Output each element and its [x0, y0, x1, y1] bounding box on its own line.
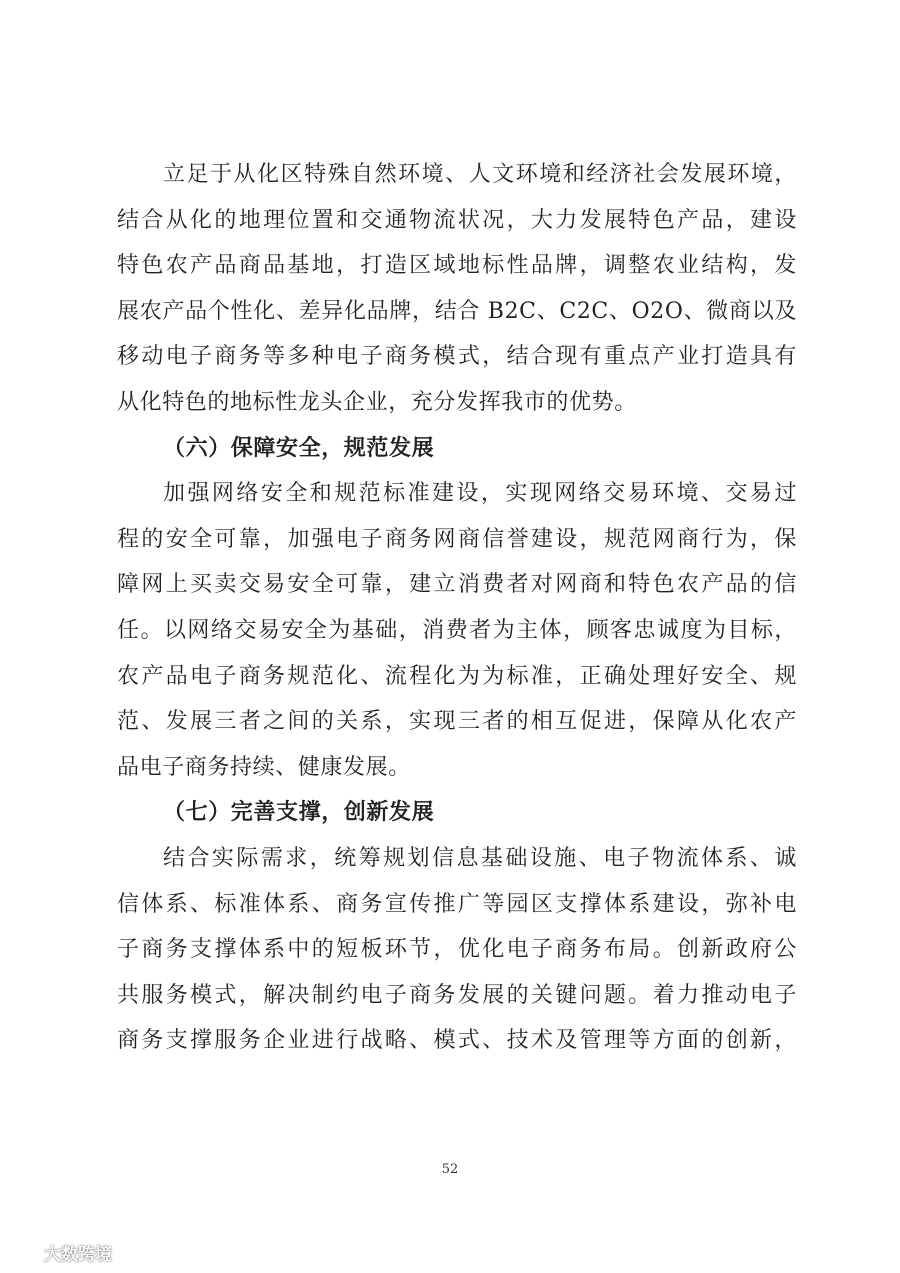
paragraph-2 [117, 471, 797, 790]
paragraph-line: 范、发展三者之间的关系，实现三者的相互促进，保障从化农产 [117, 709, 797, 735]
paragraph-line: 展农产品个性化、差异化品牌，结合 B2C、C2C、O2O、微商以及 [117, 298, 797, 324]
paragraph-line: 立足于从化区特殊自然环境、人文环境和经济社会发展环境， [163, 162, 797, 187]
watermark [10, 1240, 112, 1264]
paragraph-line: 特色农产品商品基地，打造区域地标性品牌，调整农业结构，发 [117, 253, 797, 279]
paragraph-line: 障网上买卖交易安全可靠，建立消费者对网商和特色农产品的信 [117, 572, 797, 598]
paragraph-line: 结合从化的地理位置和交通物流状况，大力发展特色产品，建设 [117, 207, 797, 233]
paragraph-line: 任。以网络交易安全为基础，消费者为主体，顾客忠诚度为目标， [117, 617, 797, 643]
document-body [117, 152, 797, 1064]
section-heading-7: （七）完善支撑，创新发展 [163, 799, 435, 826]
paragraph-line: 农产品电子商务规范化、流程化为为标准，正确处理好安全、规 [117, 663, 797, 689]
paragraph-line: 加强网络安全和规范标准建设，实现网络交易环境、交易过 [163, 481, 797, 507]
paragraph-line: 品电子商务持续、健康发展。 [117, 754, 411, 780]
paragraph-line: 共服务模式，解决制约电子商务发展的关键问题。着力推动电子 [117, 982, 797, 1008]
paragraph-line: 从化特色的地标性龙头企业，充分发挥我市的优势。 [117, 389, 637, 415]
paragraph-3 [117, 836, 797, 1064]
paragraph-line: 子商务支撑体系中的短板环节，优化电子商务布局。创新政府公 [117, 937, 797, 963]
paragraph-line: 移动电子商务等多种电子商务模式，结合现有重点产业打造具有 [117, 344, 797, 370]
paragraph-line: 商务支撑服务企业进行战略、模式、技术及管理等方面的创新， [117, 1028, 797, 1054]
section-heading-6: （六）保障安全，规范发展 [163, 434, 435, 461]
paragraph-line: 结合实际需求，统筹规划信息基础设施、电子物流体系、诚 [163, 845, 797, 871]
paragraph-1 [117, 152, 797, 426]
paragraph-line: 程的安全可靠，加强电子商务网商信誉建设，规范网商行为，保 [117, 526, 797, 552]
watermark-text: 大数跨境 [44, 1244, 112, 1265]
page-number: 52 [441, 1162, 459, 1177]
paragraph-line: 信体系、标准体系、商务宣传推广等园区支撑体系建设，弥补电 [117, 891, 797, 917]
chat-bubble-logo-icon [10, 1240, 44, 1265]
